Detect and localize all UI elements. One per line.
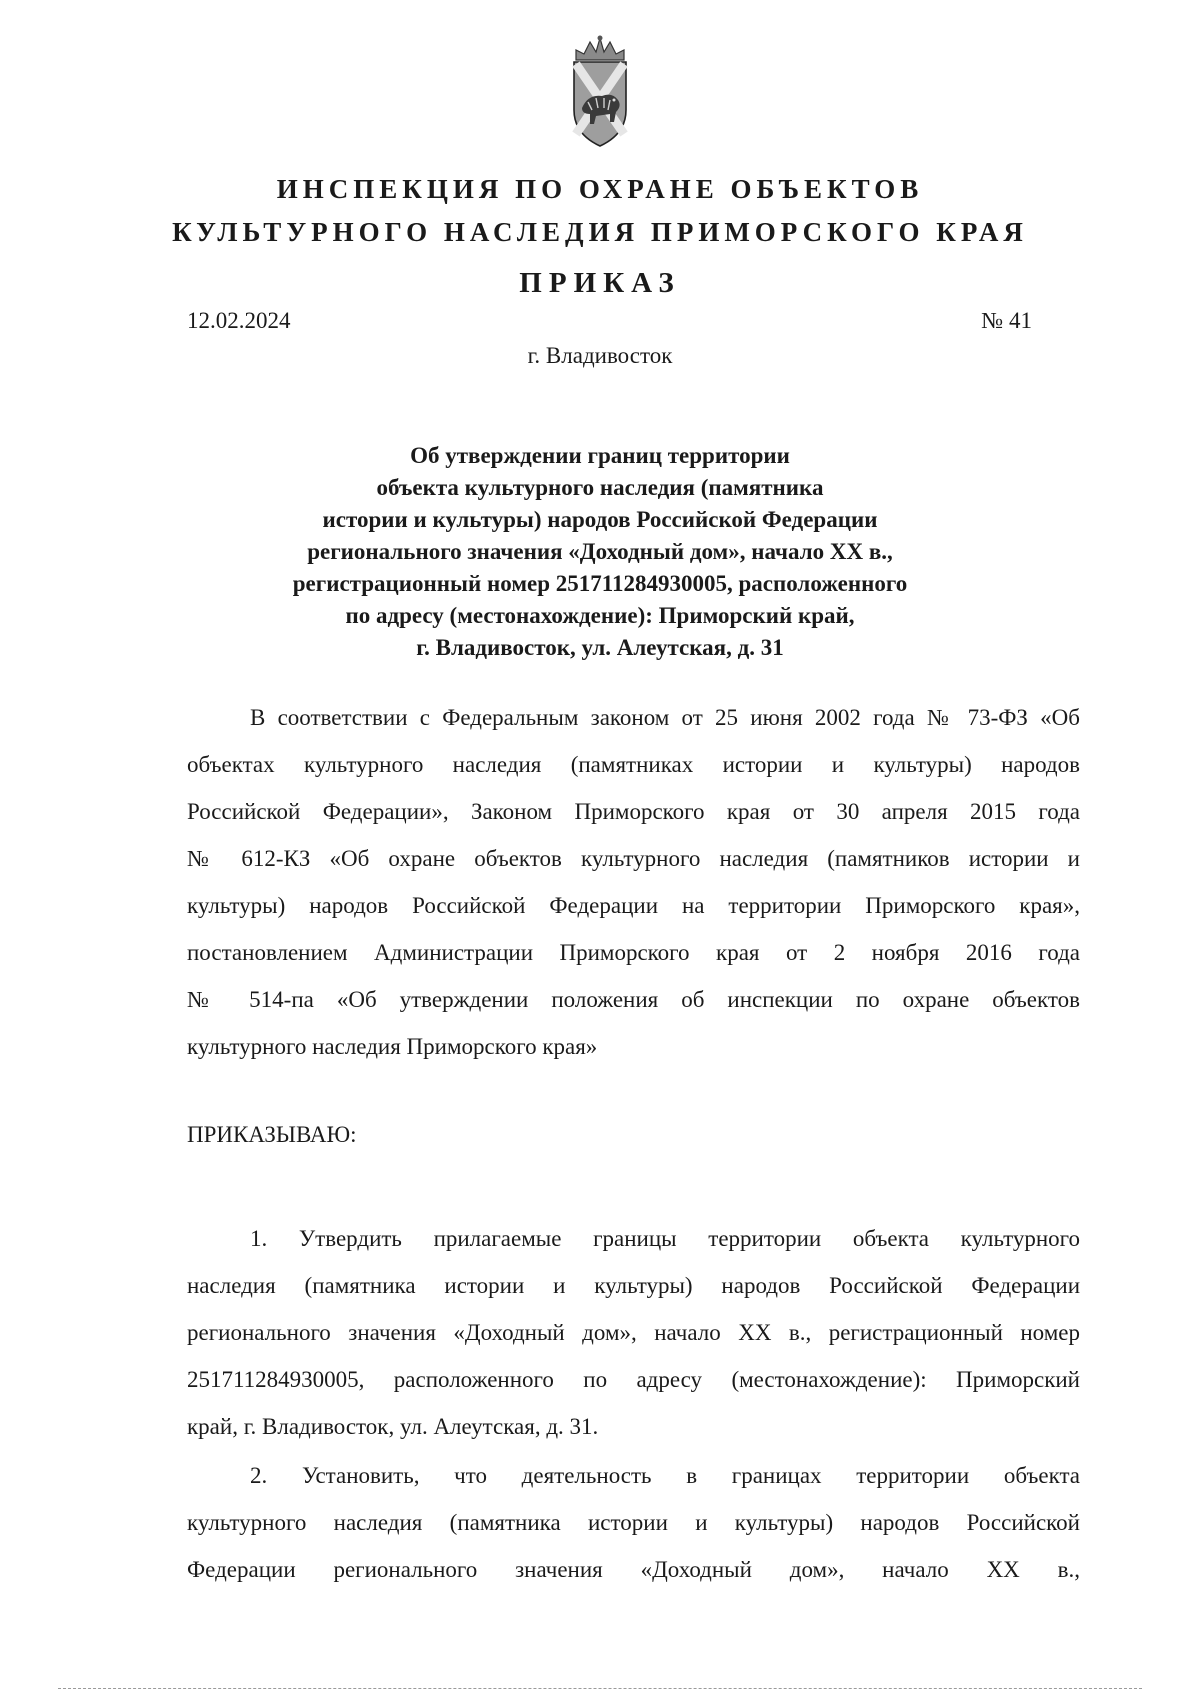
- subject-line: регистрационный номер 251711284930005, расположенного: [292, 571, 908, 596]
- order-item-2: [187, 1452, 1080, 1593]
- document-date: 12.02.2024: [187, 308, 291, 333]
- preamble-line: № 514-па «Об утверждении положения об инспекции по охране объектов: [187, 987, 1080, 1012]
- order-item-1: [187, 1215, 1080, 1450]
- item-line: регионального значения «Доходный дом», начало XX в., регистрационный номер: [187, 1320, 1080, 1345]
- preamble-line: объектах культурного наследия (памятниках истории и культуры) народов: [187, 752, 1080, 777]
- preamble-line: В соответствии с Федеральным законом от 25 июня 2002 года № 73-ФЗ «Об: [250, 705, 1080, 730]
- item-line: Федерации регионального значения «Доходный дом», начало XX в.,: [187, 1557, 1080, 1582]
- organization-name-line-1: ИНСПЕКЦИЯ ПО ОХРАНЕ ОБЪЕКТОВ: [276, 174, 924, 204]
- order-word: ПРИКАЗЫВАЮ:: [187, 1122, 357, 1147]
- subject-line: г. Владивосток, ул. Алеутская, д. 31: [416, 635, 784, 660]
- subject-line: объекта культурного наследия (памятника: [376, 475, 824, 500]
- preamble-line: постановлением Администрации Приморского края от 2 ноября 2016 года: [187, 940, 1080, 965]
- preamble-paragraph: [187, 694, 1080, 1070]
- preamble-line: культурного наследия Приморского края»: [187, 1034, 598, 1059]
- coat-of-arms-icon: [566, 30, 634, 150]
- organization-name-line-2: КУЛЬТУРНОГО НАСЛЕДИЯ ПРИМОРСКОГО КРАЯ: [172, 217, 1028, 247]
- subject-line: истории и культуры) народов Российской Федерации: [322, 507, 878, 532]
- page-bottom-rule: [58, 1688, 1142, 1689]
- document-type: ПРИКАЗ: [519, 267, 681, 299]
- preamble-line: № 612-КЗ «Об охране объектов культурного наследия (памятников истории и: [187, 846, 1080, 871]
- document-place: г. Владивосток: [527, 343, 673, 368]
- document-subject: [240, 440, 960, 664]
- item-line: 251711284930005, расположенного по адресу (местонахождение): Приморский: [187, 1367, 1080, 1392]
- subject-line: Об утверждении границ территории: [410, 443, 790, 468]
- item-line: 2. Установить, что деятельность в границах территории объекта: [250, 1463, 1080, 1488]
- subject-line: по адресу (местонахождение): Приморский край,: [345, 603, 855, 628]
- preamble-line: культуры) народов Российской Федерации на территории Приморского края»,: [187, 893, 1080, 918]
- item-line: наследия (памятника истории и культуры) народов Российской Федерации: [187, 1273, 1080, 1298]
- document-number: № 41: [981, 308, 1032, 333]
- preamble-line: Российской Федерации», Законом Приморского края от 30 апреля 2015 года: [187, 799, 1080, 824]
- item-line: край, г. Владивосток, ул. Алеутская, д. 31.: [187, 1414, 599, 1439]
- item-line: культурного наследия (памятника истории и культуры) народов Российской: [187, 1510, 1080, 1535]
- item-line: 1. Утвердить прилагаемые границы территории объекта культурного: [250, 1226, 1080, 1251]
- subject-line: регионального значения «Доходный дом», начало XX в.,: [307, 539, 893, 564]
